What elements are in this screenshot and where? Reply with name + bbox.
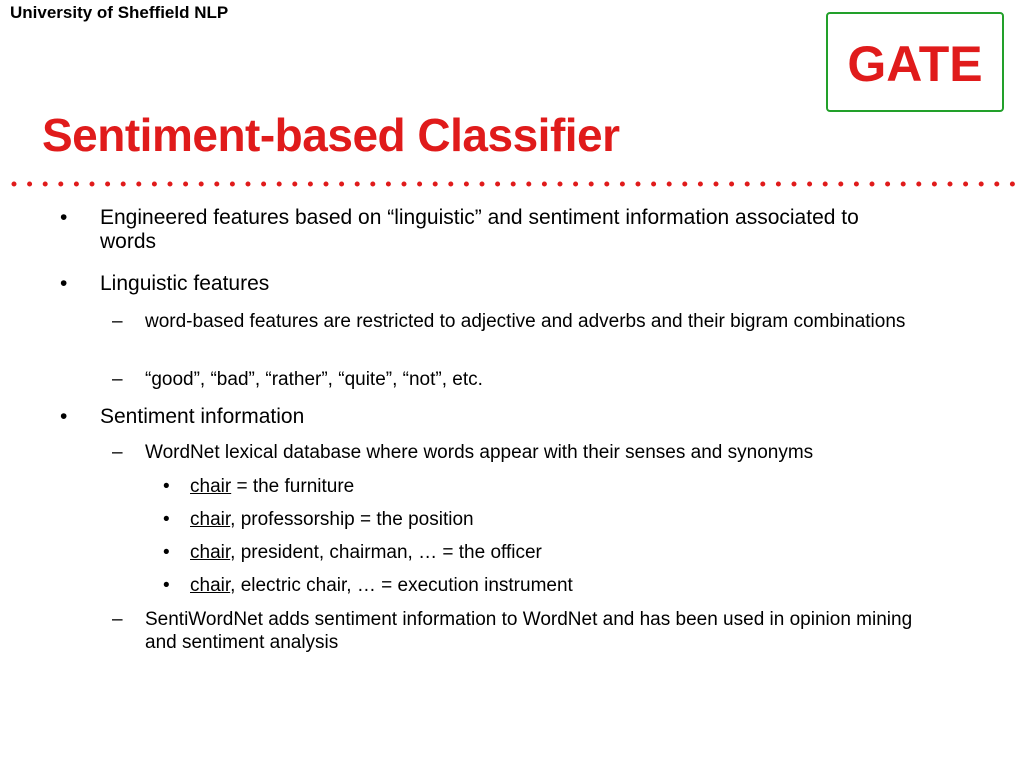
bullet-text: Sentiment information (100, 405, 305, 428)
sense-item (163, 574, 890, 597)
bullet-sentiment-information (60, 405, 900, 429)
bullet-marker: • (60, 405, 68, 428)
bullet-text: Engineered features based on “linguistic” and sentiment information associated to words (100, 206, 859, 253)
sense-marker: • (163, 575, 170, 596)
sense-word: chair (190, 575, 231, 596)
subbullet-word-based-features (112, 310, 945, 333)
sense-word: chair (190, 542, 231, 563)
slide-title: Sentiment-based Classifier (42, 109, 620, 161)
bullet-linguistic-features (60, 272, 900, 296)
subbullet-sentiwordnet (112, 608, 945, 654)
sense-gloss: , electric chair, … = execution instrument (230, 575, 573, 596)
subbullet-text: “good”, “bad”, “rather”, “quite”, “not”, etc. (145, 369, 483, 390)
sense-gloss: , professorship = the position (230, 509, 474, 530)
subbullet-text: WordNet lexical database where words appear with their senses and synonyms (145, 442, 814, 463)
sense-gloss: , president, chairman, … = the officer (230, 542, 542, 563)
subbullet-examples (112, 368, 945, 391)
sense-marker: • (163, 542, 170, 563)
subbullet-text: SentiWordNet adds sentiment information to WordNet and has been used in opinion mining and sentiment analysis (145, 609, 913, 653)
sense-word: chair (190, 509, 231, 530)
subbullet-text: word-based features are restricted to adjective and adverbs and their bigram combinations (145, 311, 906, 332)
subbullet-marker: – (112, 311, 123, 332)
subbullet-marker: – (112, 609, 123, 630)
gate-logo-text: GATE (847, 36, 983, 92)
sense-marker: • (163, 509, 170, 530)
sense-marker: • (163, 476, 170, 497)
bullet-text: Linguistic features (100, 272, 270, 295)
sense-gloss: = the furniture (231, 476, 355, 497)
sense-item (163, 541, 890, 564)
subbullet-marker: – (112, 369, 123, 390)
sense-item (163, 475, 890, 498)
subbullet-marker: – (112, 442, 123, 463)
subbullet-wordnet (112, 441, 995, 464)
bullet-engineered-features (60, 206, 900, 254)
sense-word: chair (190, 476, 232, 497)
bullet-marker: • (60, 206, 68, 229)
header-institution: University of Sheffield NLP (10, 3, 229, 22)
sense-item (163, 508, 890, 531)
bullet-marker: • (60, 272, 68, 295)
